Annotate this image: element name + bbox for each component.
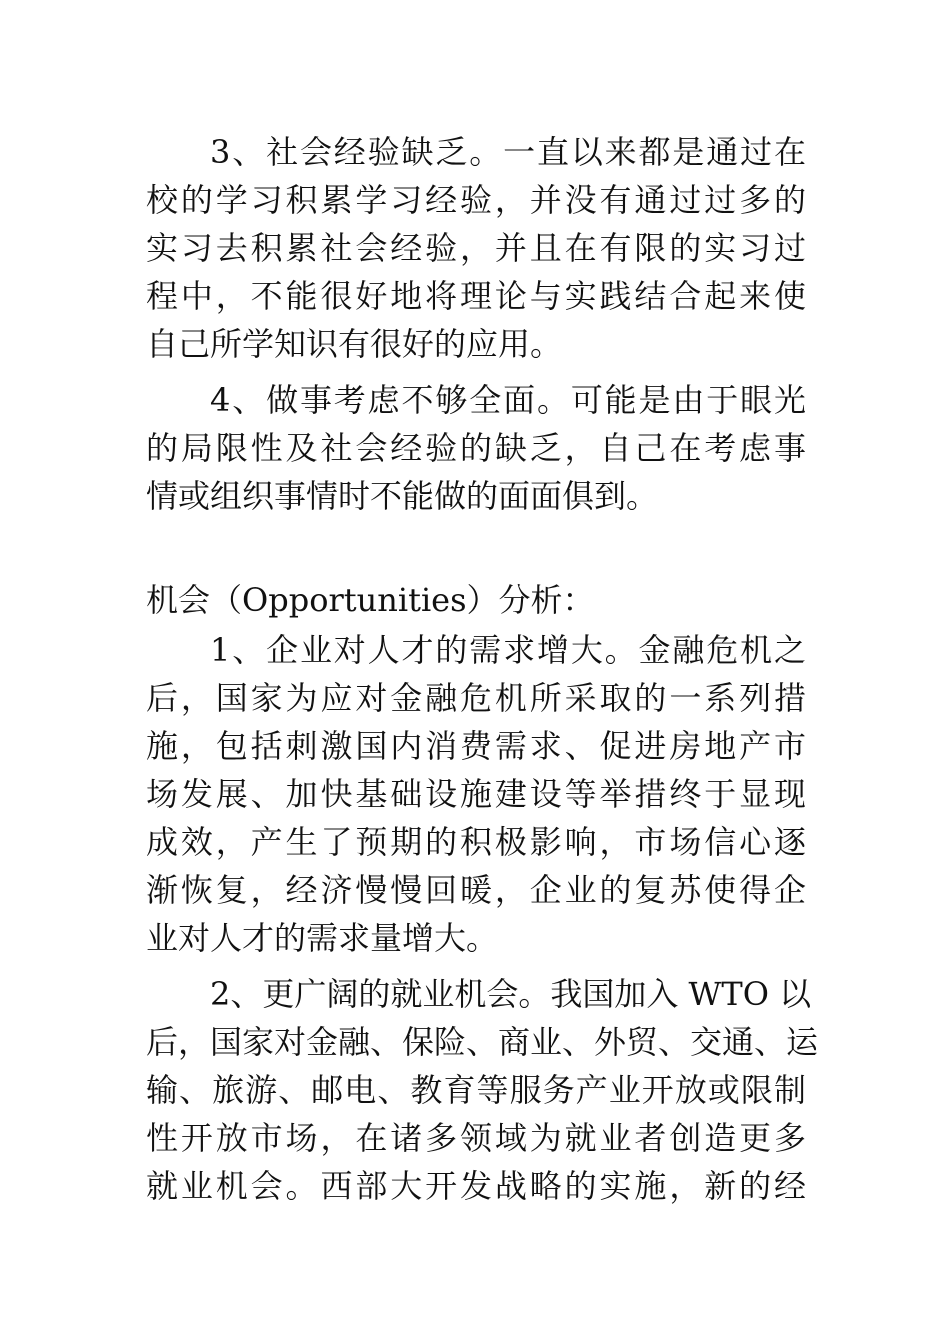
paragraph-line: 2、更广阔的就业机会。我国加入 WTO 以 [210, 975, 812, 1013]
paragraph-line: 实习去积累社会经验，并且在有限的实习过 [146, 229, 806, 267]
paragraph-line: 的局限性及社会经验的缺乏，自己在考虑事 [146, 429, 806, 467]
section-heading-opportunities: 机会（Opportunities）分析： [146, 581, 595, 619]
paragraph-line: 后，国家为应对金融危机所采取的一系列措 [146, 679, 806, 717]
paragraph-line: 1、企业对人才的需求增大。金融危机之 [210, 631, 806, 669]
paragraph-line: 场发展、加快基础设施建设等举措终于显现 [146, 775, 806, 813]
paragraph-line: 后，国家对金融、保险、商业、外贸、交通、运 [146, 1023, 819, 1061]
paragraph-line: 自己所学知识有很好的应用。 [146, 325, 563, 363]
paragraph-line: 情或组织事情时不能做的面面俱到。 [146, 477, 659, 515]
paragraph-line: 就业机会。西部大开发战略的实施，新的经 [146, 1167, 806, 1205]
paragraph-line: 4、做事考虑不够全面。可能是由于眼光 [210, 381, 806, 419]
paragraph-line: 施，包括刺激国内消费需求、促进房地产市 [146, 727, 806, 765]
paragraph-line: 输、旅游、邮电、教育等服务产业开放或限制 [146, 1071, 806, 1109]
paragraph-line: 性开放市场，在诸多领域为就业者创造更多 [146, 1119, 806, 1157]
paragraph-line: 成效，产生了预期的积极影响，市场信心逐 [146, 823, 806, 861]
paragraph-line: 校的学习积累学习经验，并没有通过过多的 [146, 181, 806, 219]
paragraph-line: 业对人才的需求量增大。 [146, 919, 499, 957]
paragraph-line: 渐恢复，经济慢慢回暖，企业的复苏使得企 [146, 871, 806, 909]
paragraph-line: 程中，不能很好地将理论与实践结合起来使 [146, 277, 806, 315]
paragraph-line: 3、社会经验缺乏。一直以来都是通过在 [210, 133, 806, 171]
